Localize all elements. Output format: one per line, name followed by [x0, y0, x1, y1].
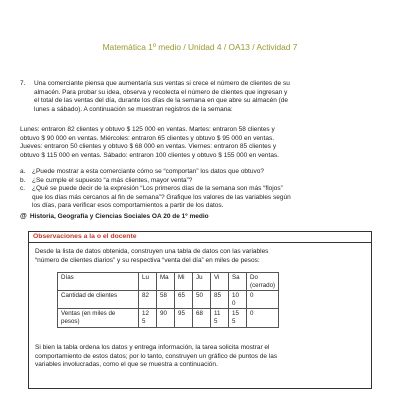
row-label: Cantidad de clientes — [58, 291, 139, 309]
row-label-line: Ventas (en miles de — [61, 310, 116, 318]
table-cell — [211, 309, 229, 327]
records-line: Lunes: entraron 82 clientes y obtuvo $ 125 000 en ventas. Martes: entraron 58 clientes y — [20, 126, 275, 133]
cell-value: 58 — [160, 292, 167, 300]
table-cell — [193, 291, 211, 309]
table-cell — [229, 291, 247, 309]
table-row — [58, 291, 279, 309]
table-header-row — [58, 273, 279, 291]
page-header — [0, 42, 400, 52]
table-header-cell: Vi — [211, 273, 229, 291]
cell-value: 50 — [196, 292, 203, 300]
table-cell — [175, 291, 193, 309]
question-line: ¿Se cumple el supuesto “a más clientes, mayor venta”? — [32, 176, 193, 184]
records-line: obtuvo $ 115 000 en ventas. Sábado: entraron 100 clientes y obtuvo $ 155 000 en ventas. — [20, 151, 279, 159]
table-header-cell: Ju — [193, 273, 211, 291]
table-header-cell — [247, 273, 279, 291]
header-day-label: Do — [250, 274, 258, 281]
outro-line: variables involucradas, como el que se muestra a continuación. — [35, 361, 218, 369]
table-row — [58, 309, 279, 327]
cell-value: 65 — [178, 292, 185, 300]
question-item — [20, 168, 372, 177]
row-label-line: pesos) — [61, 317, 80, 325]
question-line: ¿Puede mostrar a esta comerciante cómo se “comportan” los datos que obtuvo? — [32, 168, 264, 175]
cell-value: 10 — [232, 292, 239, 300]
problem-number: 7. — [20, 80, 26, 87]
cell-value: 15 — [232, 310, 239, 318]
cell-value: 95 — [178, 310, 185, 318]
row-label — [58, 309, 139, 327]
table-cell — [175, 309, 193, 327]
table-cell — [229, 309, 247, 327]
teacher-notes-title: Observaciones a la o el docente — [29, 232, 371, 243]
page-header-title: Matemática 1º medio / Unidad 4 / OA13 / Actividad 7 — [102, 42, 298, 52]
cell-value: 0 — [250, 310, 254, 318]
table-cell — [247, 291, 279, 309]
table-cell — [211, 291, 229, 309]
problem-line: Una comerciante piensa que aumentaría sus ventas si crece el número de clientes de su — [34, 80, 290, 87]
cell-value: 85 — [214, 292, 221, 300]
outro-line: comportamiento de estos datos; por lo tanto, construyen un gráfico de puntos de las — [35, 352, 278, 360]
intro-line: Desde la lista de datos obtenida, construyen una tabla de datos con las variables — [35, 248, 269, 255]
problem-line: lunes a sábado). A continuación se muestran registros de la semana: — [34, 105, 233, 113]
table-header-cell: Lu — [139, 273, 157, 291]
question-item — [20, 185, 372, 211]
cell-value: 82 — [142, 292, 149, 300]
problem-line: el total de las ventas del día, durante los días de la semana en que abre su almacén (de — [34, 97, 289, 105]
weekly-records — [20, 126, 372, 160]
at-sign-icon: @ — [20, 213, 27, 220]
table-cell — [247, 309, 279, 327]
records-line: obtuvo $ 90 000 en ventas. Miércoles: entraron 65 clientes y obtuvo $ 95 000 en ventas. — [20, 134, 275, 142]
table-cell — [193, 309, 211, 327]
question-letter: c. — [20, 185, 26, 193]
table-header-cell: Sa — [229, 273, 247, 291]
table-cell — [139, 291, 157, 309]
teacher-notes-conclusion — [35, 344, 365, 370]
cell-wrap: 5 — [232, 317, 236, 325]
question-line: que los días más cercanos al fin de semana”? Grafique los valores de las variables según — [32, 193, 291, 201]
table-header-cell: Ma — [157, 273, 175, 291]
problem-statement — [20, 80, 372, 114]
cell-wrap: 5 — [214, 317, 218, 325]
problem-line: almacén. Para probar su idea, observa y recolecta el número de clientes que ingresan y — [34, 88, 288, 96]
cell-value: 68 — [196, 310, 203, 318]
teacher-notes-box — [28, 231, 372, 389]
table-cell — [139, 309, 157, 327]
table-cell — [157, 309, 175, 327]
question-line: los días, para verificar esos comportamientos a partir de los datos. — [32, 202, 224, 210]
question-letter: a. — [20, 168, 26, 175]
outro-line: Si bien la tabla ordena los datos y entrega información, la tarea solicita mostrar el — [35, 344, 270, 351]
teacher-notes-intro — [35, 248, 365, 265]
subject-connection — [20, 213, 380, 220]
header-day-note: (cerrado) — [250, 281, 276, 289]
cell-value: 90 — [160, 310, 167, 318]
table-header-cell: Días — [58, 273, 139, 291]
intro-line: “número de clientes diarios” y su respectiva “venta del día” en miles de pesos: — [35, 256, 260, 264]
cell-wrap: 5 — [142, 317, 146, 325]
question-line: ¿Qué se puede decir de la expresión “Los primeros días de la semana son más “flojos” — [32, 185, 283, 193]
records-line: Jueves: entraron 50 clientes y obtuvo $ 68 000 en ventas. Viernes: entraron 85 clientes y — [20, 143, 277, 151]
question-letter: b. — [20, 176, 26, 184]
table-header-cell: Mi — [175, 273, 193, 291]
question-item — [20, 177, 372, 186]
cell-wrap: 0 — [232, 299, 236, 307]
questions-list — [20, 168, 372, 211]
cell-value: 12 — [142, 310, 149, 318]
cell-value: 11 — [214, 310, 221, 318]
subject-connection-label: Historia, Geografía y Ciencias Sociales OA 20 de 1º medio — [29, 213, 209, 220]
data-table — [57, 272, 279, 328]
cell-value: 0 — [250, 292, 254, 300]
table-cell — [157, 291, 175, 309]
